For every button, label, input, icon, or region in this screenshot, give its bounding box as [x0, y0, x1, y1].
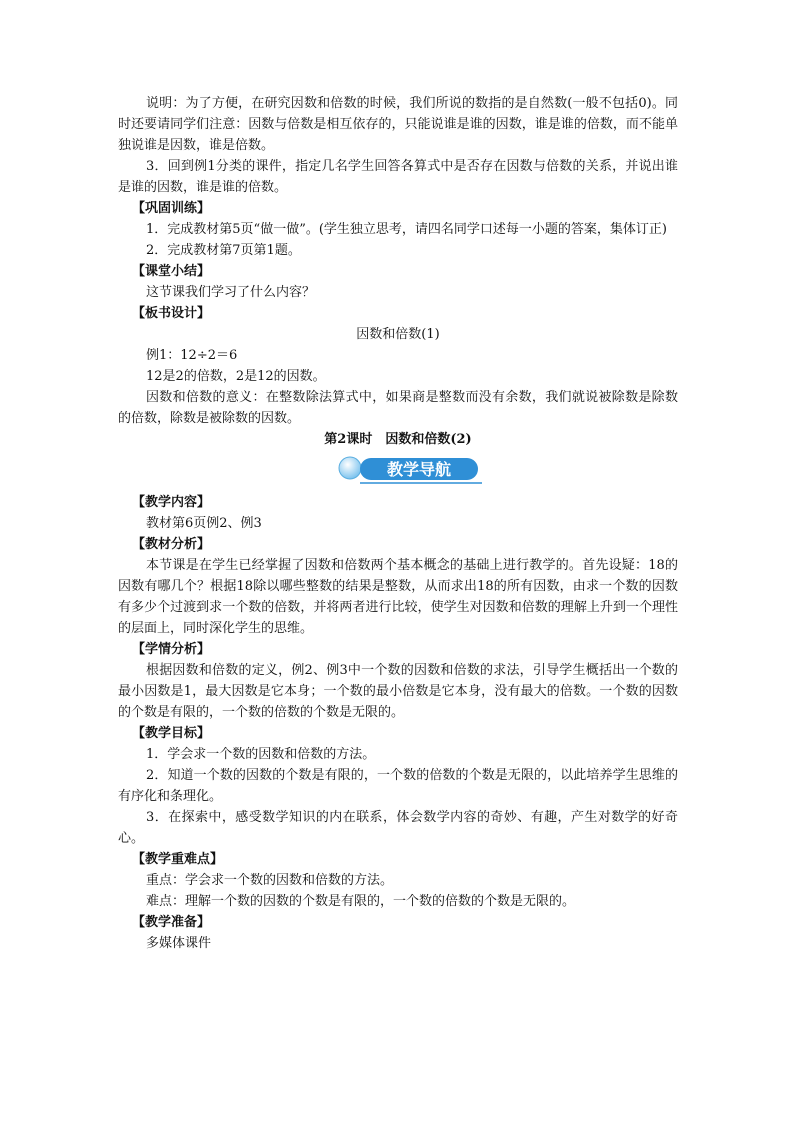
banner-text: 教学导航 — [386, 460, 452, 479]
analysis-text: 本节课是在学生已经掌握了因数和倍数两个基本概念的基础上进行教学的。首先设疑：18的因数有哪几个？根据18除以哪些整数的结果是整数，从而求出18的所有因数，由求一个数的因数有多少个过渡到求一个数的倍数，并将两者进行比较，使学生对因数和倍数的理解上升到一个理性的层面上，同时深化学生的思维。 — [118, 558, 678, 636]
board-title: 因数和倍数(1) — [356, 327, 440, 342]
intro-note: 说明：为了方便，在研究因数和倍数的时候，我们所说的数指的是自然数(一般不包括0)。同时还要请同学们注意：因数与倍数是相互依存的，只能说谁是谁的因数，谁是谁的倍数，而不能单独说谁是因数，谁是倍数。 — [118, 96, 678, 153]
practice-1: 1．完成教材第5页“做一做”。(学生独立思考，请四名同学口述每一小题的答案，集体订正) — [146, 222, 667, 237]
summary-text: 这节课我们学习了什么内容？ — [146, 285, 316, 300]
board-meaning: 因数和倍数的意义：在整数除法算式中，如果商是整数而没有余数，我们就说被除数是除数的倍数，除数是被除数的因数。 — [118, 390, 678, 426]
lesson-2-title: 第2课时 因数和倍数(2) — [324, 432, 472, 447]
heading-summary: 【课堂小结】 — [132, 264, 211, 279]
heading-content: 【教学内容】 — [132, 495, 211, 510]
heading-analysis: 【教材分析】 — [132, 537, 211, 552]
teaching-guide-banner — [118, 452, 678, 486]
prep-text: 多媒体课件 — [146, 936, 212, 951]
heading-key: 【教学重难点】 — [132, 852, 224, 867]
document-page — [118, 93, 678, 954]
practice-2: 2．完成教材第7页第1题。 — [146, 243, 301, 258]
goal-3: 3．在探索中，感受数学知识的内在联系，体会数学内容的奇妙、有趣，产生对数学的好奇心。 — [118, 810, 678, 846]
heading-student: 【学情分析】 — [132, 642, 211, 657]
step-3: 3．回到例1分类的课件，指定几名学生回答各算式中是否存在因数与倍数的关系，并说出谁是谁的因数，谁是谁的倍数。 — [118, 159, 678, 195]
heading-prep: 【教学准备】 — [132, 915, 211, 930]
banner-graphic — [336, 452, 486, 486]
goal-2: 2．知道一个数的因数的个数是有限的，一个数的倍数的个数是无限的，以此培养学生思维的有序化和条理化。 — [118, 768, 678, 804]
difficulty-point: 难点：理解一个数的因数的个数是有限的，一个数的倍数的个数是无限的。 — [146, 894, 576, 909]
heading-goals: 【教学目标】 — [132, 726, 211, 741]
content-text: 教材第6页例2、例3 — [146, 516, 262, 531]
board-line-2: 12是2的倍数，2是12的因数。 — [146, 369, 326, 384]
student-text: 根据因数和倍数的定义，例2、例3中一个数的因数和倍数的求法，引导学生概括出一个数的最小因数是1，最大因数是它本身；一个数的最小倍数是它本身，没有最大的倍数。一个数的因数的个数是有限的，一个数的倍数的个数是无限的。 — [118, 663, 678, 720]
key-point: 重点：学会求一个数的因数和倍数的方法。 — [146, 873, 394, 888]
heading-practice: 【巩固训练】 — [132, 201, 211, 216]
goal-1: 1．学会求一个数的因数和倍数的方法。 — [146, 747, 376, 762]
heading-board: 【板书设计】 — [132, 306, 211, 321]
board-example: 例1：12÷2＝6 — [146, 348, 238, 363]
